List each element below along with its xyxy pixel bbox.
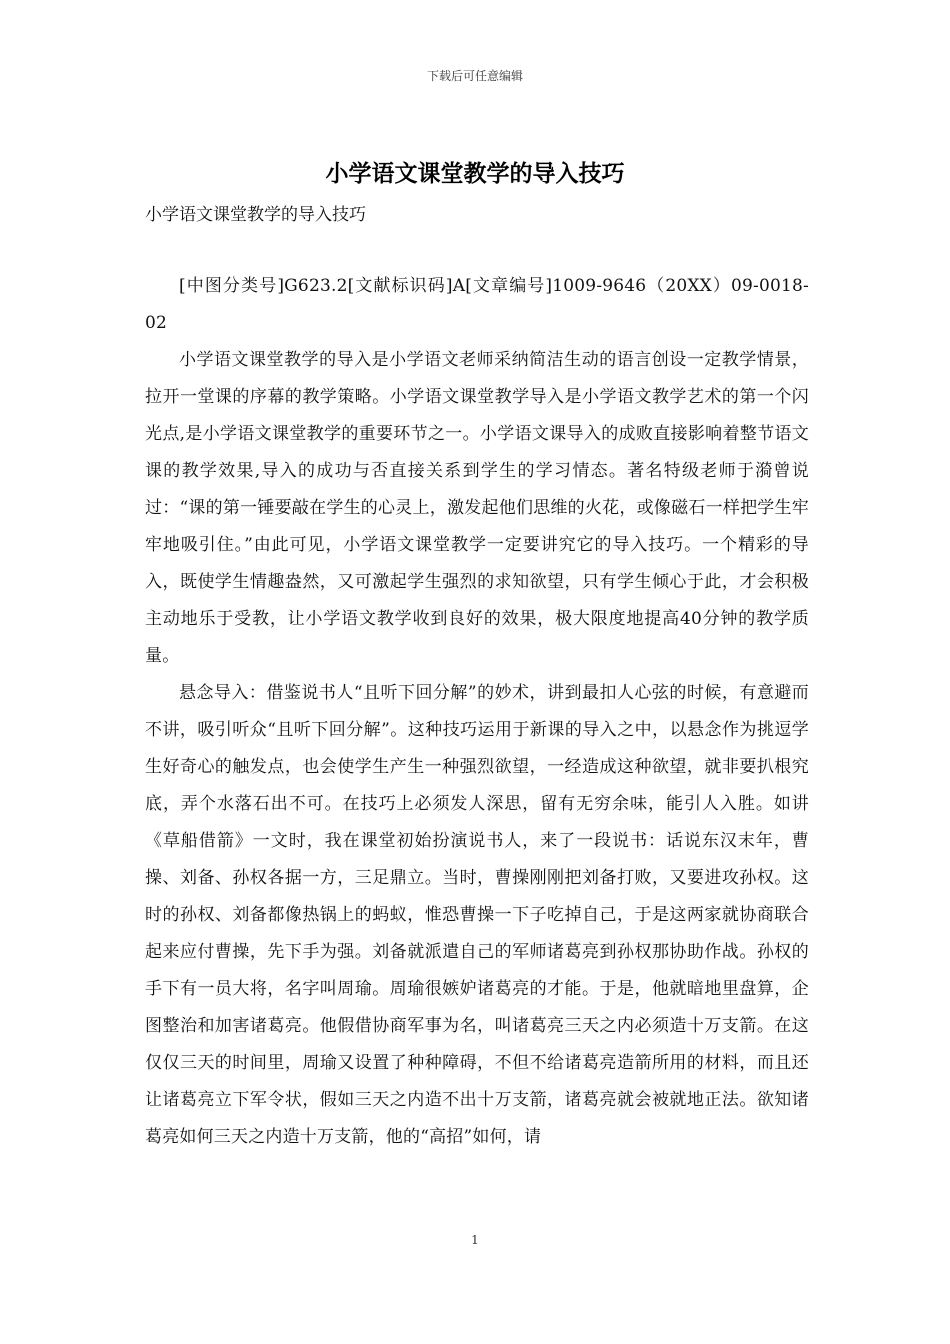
suspense-paragraph: 悬念导入：借鉴说书人“且听下回分解”的妙术，讲到最扣人心弦的时候，有意避而不讲，吸引听众“且听下回分解”。这种技巧运用于新课的导入之中，以悬念作为挑逗学生好奇心的触发点，也会使学生产生一种强烈欲望，一经造成这种欲望，就非要扒根究底，弄个水落石出不可。在技巧上必须发人深思，留有无穷余味，能引人入胜。如讲《草船借箭》一文时，我在课堂初始扮演说书人，来了一段说书：话说东汉末年，曹操、刘备、孙权各据一方，三足鼎立。当时，曹操刚刚把刘备打败，又要进攻孙权。这时的孙权、刘备都像热锅上的蚂蚁，惟恐曹操一下子吃掉自己，于是这两家就协商联合起来应付曹操，先下手为强。刘备就派遣自己的军师诸葛亮到孙权那协助作战。孙权的手下有一员大将，名字叫周瑜。周瑜很嫉妒诸葛亮的才能。于是，他就暗地里盘算，企图整治和加害诸葛亮。他假借协商军事为名，叫诸葛亮三天之内必须造十万支箭。在这仅仅三天的时间里，周瑜又设置了种种障碍，不但不给诸葛亮造箭所用的材料，而且还让诸葛亮立下军令状，假如三天之内造不出十万支箭，诸葛亮就会被就地正法。欲知诸葛亮如何三天之内造十万支箭，他的“高招”如何，请: [145, 683, 809, 1147]
document-body: [145, 268, 809, 1156]
page-header: 下载后可任意编辑: [426, 69, 523, 83]
document-subtitle: 小学语文课堂教学的导入技巧: [145, 205, 366, 225]
page-number: 1: [471, 1233, 479, 1247]
classification-paragraph: [中图分类号]G623.2[文献标识码]A[文章编号]1009-9646（20XX）09-0018-02: [145, 276, 809, 333]
intro-paragraph: 小学语文课堂教学的导入是小学语文老师采纳简洁生动的语言创设一定教学情景，拉开一堂课的序幕的教学策略。小学语文课堂教学导入是小学语文教学艺术的第一个闪光点,是小学语文课堂教学的重要环节之一。小学语文课导入的成败直接影响着整节语文课的教学效果,导入的成功与否直接关系到学生的学习情态。著名特级老师于漪曾说过：“课的第一锤要敲在学生的心灵上，激发起他们思维的火花，或像磁石一样把学生牢牢地吸引住。”由此可见，小学语文课堂教学一定要讲究它的导入技巧。一个精彩的导入，既使学生情趣盎然，又可激起学生强烈的求知欲望，只有学生倾心于此，才会积极主动地乐于受教，让小学语文教学收到良好的效果，极大限度地提高40分钟的教学质量。: [145, 350, 809, 666]
document-title: 小学语文课堂教学的导入技巧: [325, 160, 625, 187]
